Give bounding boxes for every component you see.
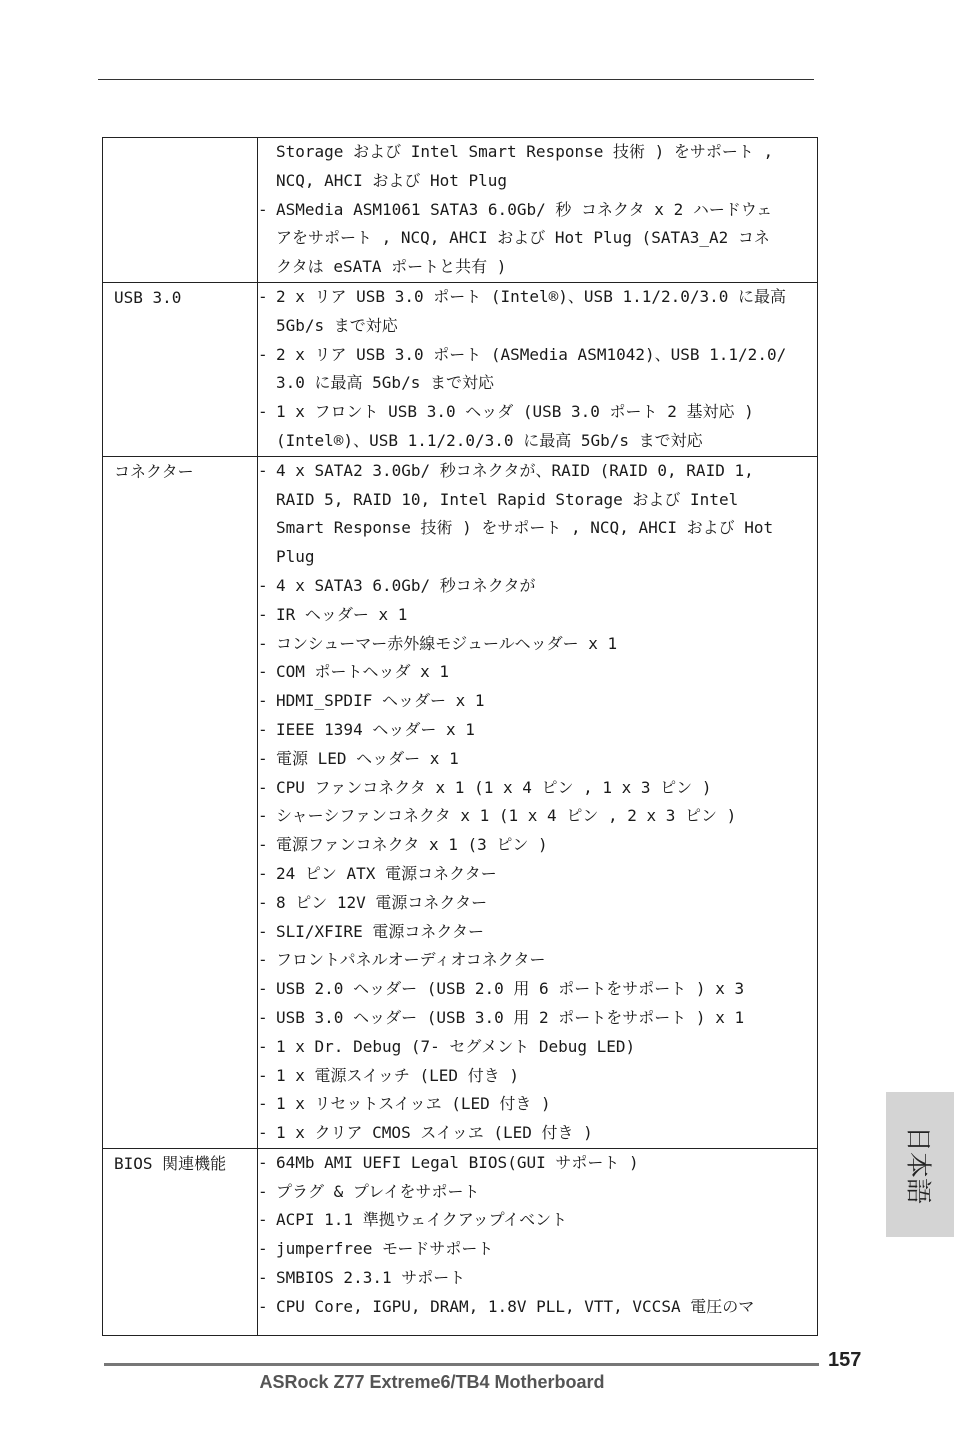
spec-value-cell xyxy=(258,456,818,1148)
spec-item xyxy=(258,1033,817,1062)
bullet-dash: - xyxy=(258,1123,268,1143)
spec-item-text: COM ポートヘッダ x 1 xyxy=(276,662,450,682)
page-number: 157 xyxy=(828,1349,862,1371)
bullet-dash: - xyxy=(258,719,268,739)
spec-item xyxy=(258,802,817,831)
spec-item-text: Plug xyxy=(276,547,315,567)
spec-label: コネクター xyxy=(114,461,194,481)
header-rule xyxy=(98,79,814,80)
bullet-dash: - xyxy=(258,1239,268,1259)
spec-label: BIOS 関連機能 xyxy=(114,1153,227,1173)
spec-row xyxy=(103,282,818,456)
spec-item-text: IEEE 1394 ヘッダー x 1 xyxy=(276,719,475,739)
spec-item-text: ACPI 1.1 準拠ウェイクアップイベント xyxy=(276,1210,568,1230)
spec-item-text: HDMI_SPDIF ヘッダー x 1 xyxy=(276,691,485,711)
bullet-dash: - xyxy=(258,1065,268,1085)
spec-item xyxy=(258,341,817,370)
spec-item xyxy=(258,1090,817,1119)
bullet-dash: - xyxy=(258,604,268,624)
spec-item-text: 8 ピン 12V 電源コネクター xyxy=(276,892,488,912)
spec-item-text: 1 x フロント USB 3.0 ヘッダ (USB 3.0 ポート 2 基対応 ) xyxy=(276,402,754,422)
spec-item-text: (Intel®)、USB 1.1/2.0/3.0 に最高 5Gb/s まで対応 xyxy=(276,430,703,450)
spec-item xyxy=(258,572,817,601)
spec-value-cell xyxy=(258,1148,818,1335)
spec-item xyxy=(258,745,817,774)
spec-row xyxy=(103,138,818,283)
spec-item-text: 5Gb/s まで対応 xyxy=(276,315,398,335)
bullet-dash: - xyxy=(258,1152,268,1172)
spec-item xyxy=(258,1149,817,1178)
spec-item-continuation xyxy=(258,312,817,341)
spec-item xyxy=(258,1062,817,1091)
spec-item-text: IR ヘッダー x 1 xyxy=(276,604,408,624)
spec-item xyxy=(258,1178,817,1207)
spec-label-cell xyxy=(103,456,258,1148)
spec-item-continuation xyxy=(258,253,817,282)
spec-item-text: ASMedia ASM1061 SATA3 6.0Gb/ 秒 コネクタ x 2 ハードウェ xyxy=(276,199,773,219)
bullet-dash: - xyxy=(258,863,268,883)
spec-item-text: RAID 5, RAID 10, Intel Rapid Storage および Intel xyxy=(276,489,739,509)
spec-item xyxy=(258,687,817,716)
spec-item xyxy=(258,1119,817,1148)
spec-item-text: CPU Core, IGPU, DRAM, 1.8V PLL, VTT, VCCSA 電圧のマ xyxy=(276,1296,755,1316)
spec-item xyxy=(258,196,817,225)
bullet-dash: - xyxy=(258,979,268,999)
spec-item-text: コンシューマー赤外線モジュールヘッダー x 1 xyxy=(276,633,618,653)
language-tab-label: 日本語 xyxy=(902,1125,933,1204)
spec-item xyxy=(258,630,817,659)
spec-item-text: Storage および Intel Smart Response 技術 ) をサポート , xyxy=(276,142,774,161)
spec-item-text: CPU ファンコネクタ x 1 (1 x 4 ピン , 1 x 3 ピン ) xyxy=(276,777,712,797)
spec-label-cell xyxy=(103,138,258,283)
spec-item-text: 1 x Dr. Debug (7- セグメント Debug LED) xyxy=(276,1036,636,1056)
spec-item-text: プラグ & プレイをサポート xyxy=(276,1181,480,1201)
spec-item xyxy=(258,975,817,1004)
bullet-dash: - xyxy=(258,1036,268,1056)
bullet-dash: - xyxy=(258,662,268,682)
spec-label-cell xyxy=(103,282,258,456)
spec-item-text: 電源ファンコネクタ x 1 (3 ピン ) xyxy=(276,835,548,855)
bullet-dash: - xyxy=(258,777,268,797)
spec-item xyxy=(258,1264,817,1293)
spec-item xyxy=(258,946,817,975)
spec-item-text: Smart Response 技術 ) をサポート , NCQ, AHCI および Hot xyxy=(276,518,774,538)
spec-item-continuation xyxy=(258,167,817,196)
spec-item-text: USB 2.0 ヘッダー (USB 2.0 用 6 ポートをサポート ) x 3 xyxy=(276,979,745,999)
bullet-dash: - xyxy=(258,950,268,970)
bullet-dash: - xyxy=(258,633,268,653)
spec-item xyxy=(258,918,817,947)
spec-item-text: アをサポート , NCQ, AHCI および Hot Plug (SATA3_A2 コネ xyxy=(276,228,770,248)
spec-table xyxy=(102,137,818,1336)
language-tab xyxy=(886,1092,954,1237)
bullet-dash: - xyxy=(258,1210,268,1230)
spec-item-text: SMBIOS 2.3.1 サポート xyxy=(276,1268,466,1288)
bullet-dash: - xyxy=(258,1007,268,1027)
bullet-dash: - xyxy=(258,1181,268,1201)
footer-rule xyxy=(104,1363,819,1366)
spec-item xyxy=(258,889,817,918)
spec-item-text: 4 x SATA2 3.0Gb/ 秒コネクタが、RAID (RAID 0, RAID 1, xyxy=(276,460,754,480)
spec-item-continuation xyxy=(258,224,817,253)
bullet-dash: - xyxy=(258,1296,268,1316)
spec-row xyxy=(103,456,818,1148)
spec-item-text: 3.0 に最高 5Gb/s まで対応 xyxy=(276,373,494,393)
spec-row xyxy=(103,1148,818,1335)
spec-item xyxy=(258,774,817,803)
spec-item xyxy=(258,1293,817,1322)
spec-item xyxy=(258,601,817,630)
spec-value-cell xyxy=(258,138,818,283)
spec-item-text: シャーシファンコネクタ x 1 (1 x 4 ピン , 2 x 3 ピン ) xyxy=(276,806,737,826)
bullet-dash: - xyxy=(258,199,268,219)
spec-item xyxy=(258,1004,817,1033)
spec-label: USB 3.0 xyxy=(114,287,182,307)
spec-item-text: 2 x リア USB 3.0 ポート (Intel®)、USB 1.1/2.0/3.0 に最高 xyxy=(276,286,787,306)
bullet-dash: - xyxy=(258,344,268,364)
spec-item xyxy=(258,658,817,687)
spec-item-continuation xyxy=(258,427,817,456)
bullet-dash: - xyxy=(258,748,268,768)
spec-item-text: 4 x SATA3 6.0Gb/ 秒コネクタが xyxy=(276,575,536,595)
spec-item-text: フロントパネルオーディオコネクター xyxy=(276,950,546,970)
bullet-dash: - xyxy=(258,1094,268,1114)
spec-item-continuation xyxy=(258,514,817,543)
spec-item-text: クタは eSATA ポートと共有 ) xyxy=(276,257,507,277)
spec-item-text: 電源 LED ヘッダー x 1 xyxy=(276,748,459,768)
spec-item-continuation xyxy=(258,486,817,515)
bullet-dash: - xyxy=(258,691,268,711)
spec-value-cell xyxy=(258,282,818,456)
bullet-dash: - xyxy=(258,806,268,826)
spec-item xyxy=(258,398,817,427)
spec-item xyxy=(258,860,817,889)
spec-item-text: 2 x リア USB 3.0 ポート (ASMedia ASM1042)、USB 1.1/2.0/ xyxy=(276,344,787,364)
spec-item-text: jumperfree モードサポート xyxy=(276,1239,494,1259)
spec-item-text: 1 x リセットスイッヱ (LED 付き ) xyxy=(276,1094,551,1114)
spec-item-continuation xyxy=(258,369,817,398)
spec-item-text: 1 x クリア CMOS スイッヱ (LED 付き ) xyxy=(276,1123,593,1143)
spec-item-text: USB 3.0 ヘッダー (USB 3.0 用 2 ポートをサポート ) x 1 xyxy=(276,1007,745,1027)
bullet-dash: - xyxy=(258,286,268,306)
spec-item-continuation xyxy=(258,138,817,167)
bullet-dash: - xyxy=(258,575,268,595)
cell-bottom-padding xyxy=(258,1322,817,1335)
spec-item xyxy=(258,716,817,745)
spec-item-text: 64Mb AMI UEFI Legal BIOS(GUI サポート ) xyxy=(276,1152,639,1172)
spec-label-cell xyxy=(103,1148,258,1335)
bullet-dash: - xyxy=(258,921,268,941)
spec-item-text: SLI/XFIRE 電源コネクター xyxy=(276,921,485,941)
spec-item-continuation xyxy=(258,543,817,572)
footer-title xyxy=(0,1372,954,1393)
spec-item xyxy=(258,1235,817,1264)
footer-title-text: ASRock Z77 Extreme6/TB4 Motherboard xyxy=(259,1372,605,1392)
bullet-dash: - xyxy=(258,460,268,480)
spec-item xyxy=(258,831,817,860)
spec-item xyxy=(258,457,817,486)
bullet-dash: - xyxy=(258,1268,268,1288)
bullet-dash: - xyxy=(258,835,268,855)
spec-item-text: NCQ, AHCI および Hot Plug xyxy=(276,170,508,190)
bullet-dash: - xyxy=(258,892,268,912)
spec-item-text: 1 x 電源スイッチ (LED 付き ) xyxy=(276,1065,519,1085)
spec-item xyxy=(258,283,817,312)
spec-item xyxy=(258,1206,817,1235)
spec-item-text: 24 ピン ATX 電源コネクター xyxy=(276,863,497,883)
bullet-dash: - xyxy=(258,402,268,422)
